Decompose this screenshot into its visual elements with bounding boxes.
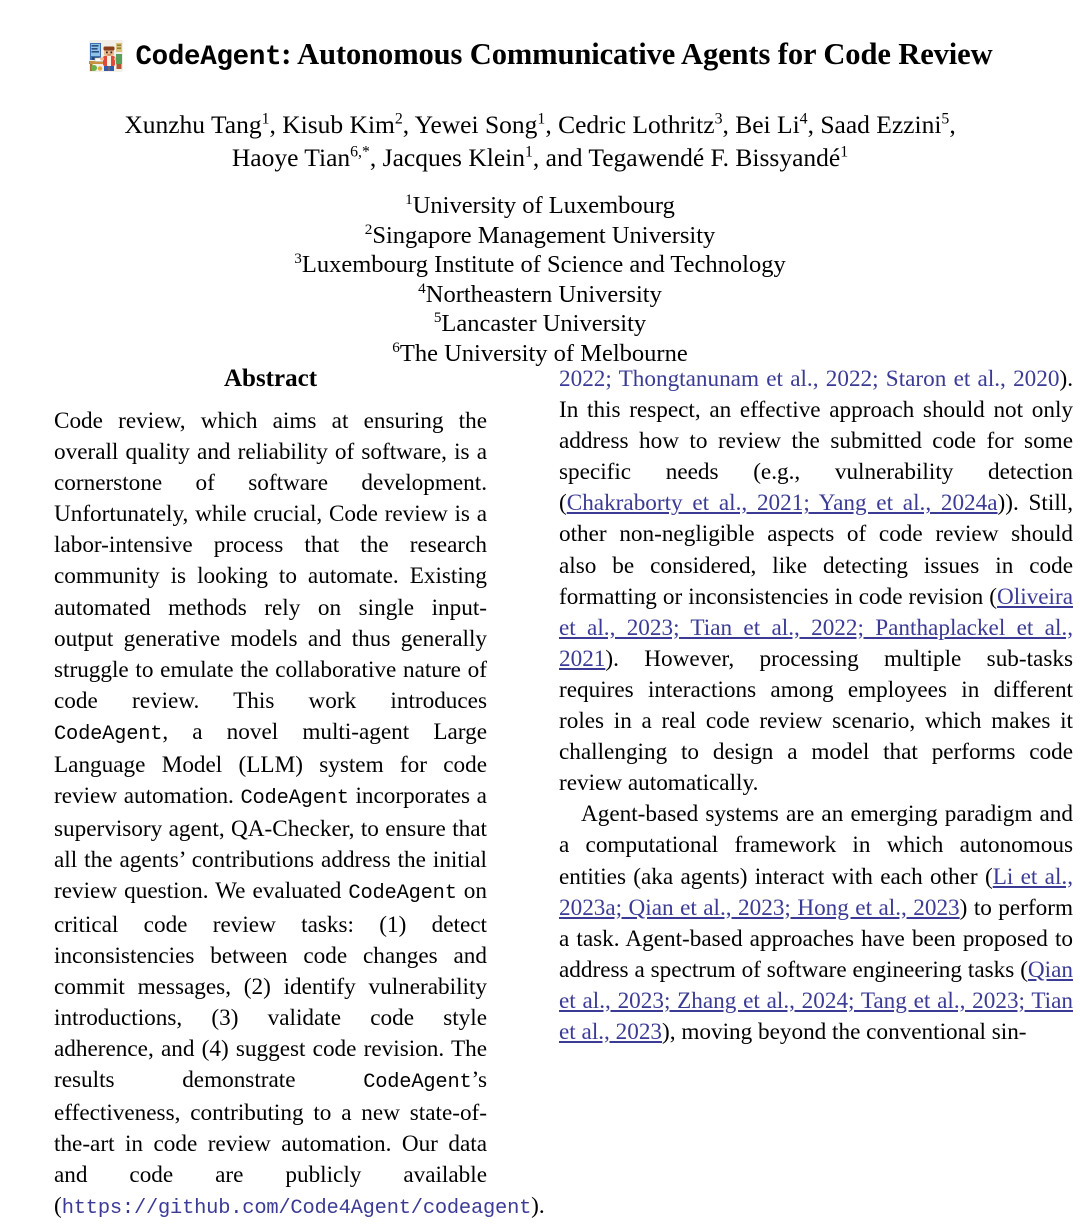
citation-qian-zhang-tang-tian[interactable]: Qian et al., 2023; Zhang et al., 2024; Tang et al., 2023; Tian et al., 2023 <box>559 956 1073 1045</box>
abstract-mono-codeagent-1: CodeAgent <box>54 722 163 746</box>
citation-staron-thongtanunam[interactable]: 2022; Thongtanunam et al., 2022; Staron et al., 2020 <box>559 366 1060 392</box>
affiliation-name: Northeastern University <box>425 280 662 308</box>
affiliation-item: $^3$Luxembourg Institute of Science and Technology <box>294 249 786 279</box>
intro-p1-text-3: ). However, processing multiple sub-tasks requires interactions among employees in different roles in a real code review scenario, which makes it challenging to design a model that performs code review automatically. <box>559 645 1073 797</box>
abstract-text-5: ’s effectiveness, contributing to a new state-of-the-art in code review automation. Our data and code are publicly available ( <box>54 1066 487 1220</box>
left-column <box>0 364 545 1224</box>
abstract-text-2: , a novel multi-agent Large Language Model (LLM) system for code review automation. <box>54 718 487 810</box>
page-title <box>135 38 992 73</box>
github-repo-link[interactable]: https://github.com/Code4Agent/codeagent <box>61 1197 532 1221</box>
intro-paragraph-1 <box>559 364 1073 799</box>
intro-p2-text-2: ) to perform a task. Agent-based approaches have been proposed to address a spectrum of software engineering tasks ( <box>559 894 1073 983</box>
author-line-2: Haoye Tian$^{6,*}$, Jacques Klein$^1$, and Tegawendé F. Bissyandé$^1$ <box>231 143 849 173</box>
abstract-mono-codeagent-4: CodeAgent <box>363 1070 472 1094</box>
citation-oliveira-tian-panthaplackel[interactable]: Oliveira et al., 2023; Tian et al., 2022; Panthaplackel et al., 2021 <box>559 583 1073 672</box>
paper-title-row <box>0 0 1080 94</box>
affiliation-item: $^6$The University of Melbourne <box>392 338 688 367</box>
affiliation-item: $^4$Northeastern University <box>418 279 662 308</box>
author-line-1: Xunzhu Tang$^1$, Kisub Kim$^2$, Yewei Song$^1$, Cedric Lothritz$^3$, Bei Li$^4$, Saad Ezzini$^5$, <box>124 110 956 140</box>
affiliation-item: $^5$Lancaster University <box>433 308 647 338</box>
page-title-mono-part: CodeAgent <box>135 42 282 74</box>
citation-li-qian-hong[interactable]: Li et al., 2023a; Qian et al., 2023; Hong et al., 2023 <box>559 863 1074 921</box>
affiliation-item: $^2$Singapore Management University <box>364 220 716 249</box>
codeagent-pixel-logo-icon <box>87 37 125 75</box>
abstract-text-6: ). <box>531 1193 545 1220</box>
citation-chakraborty-yang[interactable]: Chakraborty et al., 2021; Yang et al., 2024a <box>566 490 998 517</box>
page-title-rest-part: : Autonomous Communicative Agents for Code Review <box>281 37 993 72</box>
abstract-mono-codeagent-3: CodeAgent <box>348 882 457 906</box>
abstract-paragraph <box>54 406 545 1224</box>
intro-p1-text-1: ). In this respect, an effective approach should not only address how to review the submitted code for some specific needs (e.g., vulnerability detection ( <box>559 366 1073 517</box>
affiliation-list <box>0 191 1080 368</box>
right-column <box>540 364 1080 1224</box>
abstract-text-3: incorporates a supervisory agent, QA-Checker, to ensure that all the agents’ contributions address the initial review question. We evaluated <box>54 783 487 905</box>
affiliation-name: Singapore Management University <box>372 221 716 249</box>
affiliation-name: University of Luxembourg <box>412 192 675 220</box>
abstract-mono-codeagent-2: CodeAgent <box>240 787 349 811</box>
intro-p2-text-1: Agent-based systems are an emerging paradigm and a computational framework in which autonomous entities (aka agents) interact with each other ( <box>559 801 1073 890</box>
intro-p1-text-2: )). Still, other non-negligible aspects of code review should also be considered, like detecting issues in code formatting or inconsistencies in code revision ( <box>559 490 1073 610</box>
affiliation-name: Lancaster University <box>441 310 647 338</box>
affiliation-name: The University of Melbourne <box>399 339 688 367</box>
affiliation-item: $^1$University of Luxembourg <box>405 190 675 220</box>
abstract-text-4: on critical code review tasks: (1) detect inconsistencies between code changes and commit messages, (2) identify vulnerability introductions, (3) validate code style adherence, and (4) suggest code revision. The results demonstrate <box>54 878 487 1093</box>
author-list <box>0 108 1080 174</box>
intro-p2-text-3: ), moving beyond the conventional sin- <box>662 1018 1027 1045</box>
abstract-text-1: Code review, which aims at ensuring the overall quality and reliability of software, is a cornerstone of software development. Unfortunately, while crucial, Code review is a labor-intensive process that the research community is looking to automate. Existing automated methods rely on single input-output generative models and thus generally struggle to emulate the collaborative nature of code review. This work introduces <box>54 408 487 714</box>
intro-paragraph-2 <box>559 799 1073 1048</box>
affiliation-name: Luxembourg Institute of Science and Technology <box>301 251 786 279</box>
body-columns <box>0 364 1080 1224</box>
abstract-heading: Abstract <box>223 365 318 392</box>
